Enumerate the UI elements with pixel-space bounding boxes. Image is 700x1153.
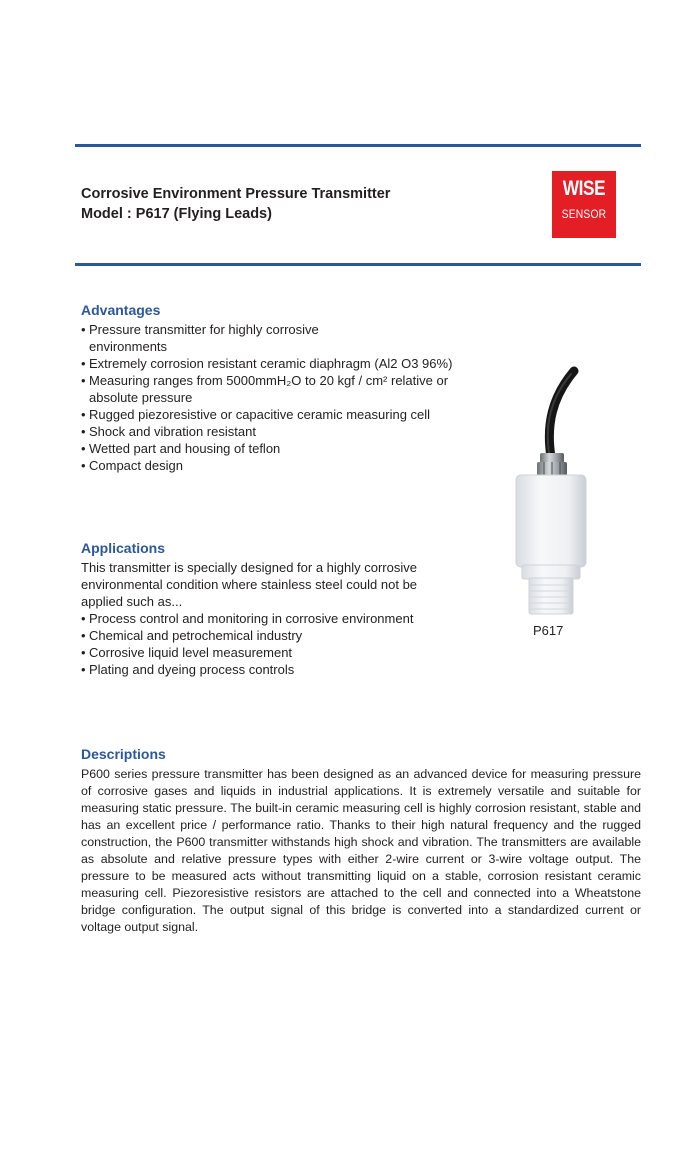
list-item: • Corrosive liquid level measurement	[81, 644, 413, 661]
logo-wordmark-top: WISE	[562, 177, 606, 200]
header-top-rule	[75, 144, 641, 147]
applications-intro	[81, 559, 417, 610]
list-item: • Pressure transmitter for highly corrosive	[81, 321, 452, 338]
model-name: Model : P617 (Flying Leads)	[81, 206, 272, 222]
list-item: • Chemical and petrochemical industry	[81, 627, 413, 644]
advantages-list	[81, 321, 452, 474]
header-bottom-rule	[75, 263, 641, 266]
applications-heading: Applications	[81, 540, 166, 556]
p617-product-image	[500, 365, 620, 625]
product-caption: P617	[533, 623, 564, 638]
list-item: • Process control and monitoring in corrosive environment	[81, 610, 413, 627]
list-item: • Plating and dyeing process controls	[81, 661, 413, 678]
applications-list	[81, 610, 413, 678]
list-item: • Extremely corrosion resistant ceramic diaphragm (Al2 O3 96%)	[81, 355, 452, 372]
list-item: • Wetted part and housing of teflon	[81, 440, 452, 457]
wise-sensor-logo	[552, 171, 616, 238]
list-item: • Shock and vibration resistant	[81, 423, 452, 440]
list-item: environments	[89, 339, 168, 354]
intro-line: applied such as...	[81, 594, 183, 609]
logo-wordmark-bottom: SENSOR	[561, 207, 607, 221]
descriptions-heading: Descriptions	[81, 746, 166, 762]
list-item: • Measuring ranges from 5000mmH₂O to 20 kgf / cm² relative or	[81, 372, 452, 389]
list-item: • Rugged piezoresistive or capacitive ceramic measuring cell	[81, 406, 452, 423]
list-item: • Compact design	[81, 457, 452, 474]
list-item: absolute pressure	[89, 390, 193, 405]
intro-line: This transmitter is specially designed for a highly corrosive	[81, 560, 417, 575]
product-title: Corrosive Environment Pressure Transmitter	[81, 186, 391, 202]
descriptions-text: P600 series pressure transmitter has been designed as an advanced device for measuring pressure of corrosive gases and liquids in industrial applications. It is extremely versatile and suitable for measuring static pressure. The built-in ceramic measuring cell is highly corrosion resistant, stable and has an excellent price / performance ratio. Thanks to their high natural frequency and the rugged construction, the P600 transmitter withstands high shock and vibration. The transmitters are available as absolute and relative pressure types with either 2-wire current or 3-wire voltage output. The pressure to be measured acts without transmitting liquid on a stable, corrosion resistant ceramic measuring cell. Piezoresistive resistors are attached to the cell and connected into a Wheatstone bridge configuration. The output signal of this bridge is converted into a standardized current or voltage output signal.	[81, 767, 641, 934]
title-block	[81, 184, 390, 224]
advantages-heading: Advantages	[81, 302, 161, 318]
intro-line: environmental condition where stainless steel could not be	[81, 577, 418, 592]
